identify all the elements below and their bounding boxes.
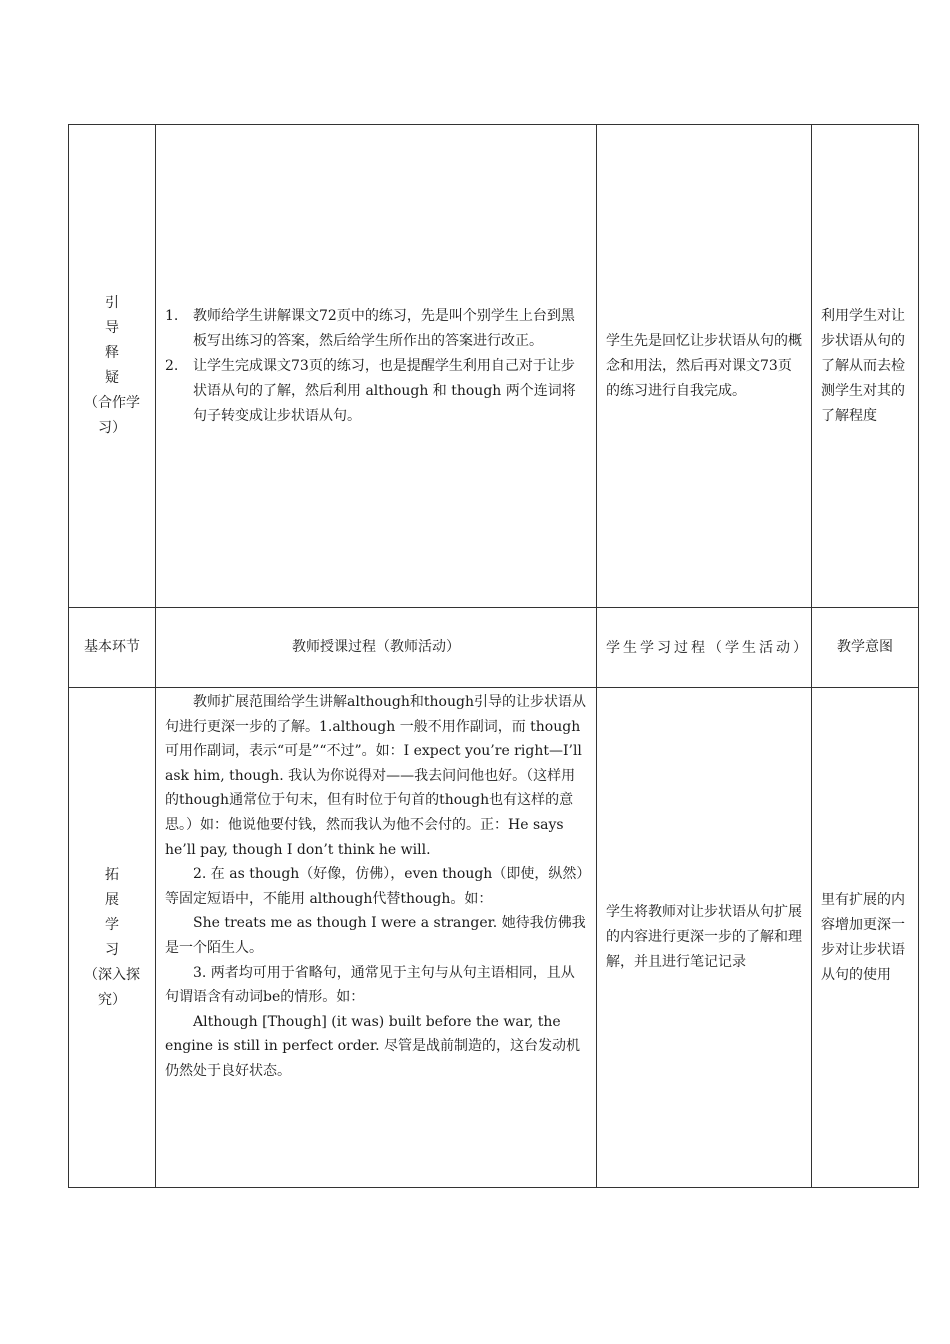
student-activity-text: 学生将教师对让步状语从句扩展的内容进行更深一步的了解和理解，并且进行笔记记录 [606, 904, 802, 970]
row-guided-explanation [69, 125, 919, 608]
task-item [165, 354, 588, 429]
header-student-process: 学生学习过程（学生活动） [597, 608, 812, 688]
label-char: 引 [105, 295, 119, 311]
label-char: 拓 [105, 866, 119, 883]
explanation-paragraph: 2. 在 as though（好像，仿佛），even though（即使，纵然）等固定短语中，不能用 although代替though。如： [165, 866, 584, 907]
header-teacher-process: 教师授课过程（教师活动） [156, 608, 597, 688]
teaching-intent-text: 利用学生对让步状语从句的了解从而去检测学生对其的了解程度 [821, 307, 905, 424]
stage-label-guided [69, 125, 156, 608]
explanation-paragraph: 教师扩展范围给学生讲解although和though引导的让步状语从句进行更深一步的了解。1.although 一般不用作副词，而 though 可用作副词，表示“可是”“不过”。如：I expect you’re right—I’ll ask him, though. 我认为你说得对——我去问问他也好。（这样用的though通常位于句末，但有时位于句首的though也有这样的意思。）如：他说他要付钱，然而我认为他不会付的。正：He says he’ll pay, though I don’t think he will. [165, 694, 586, 858]
label-char: （深入探 [84, 966, 140, 983]
label-char: 导 [105, 320, 119, 336]
teaching-intent-cell [812, 688, 919, 1188]
label-char: 学 [105, 916, 119, 933]
label-char: 疑 [105, 370, 119, 386]
example-paragraph: Although [Though] (it was) built before the war, the engine is still in perfect order. 尽管是战前制造的，这台发动机仍然处于良好状态。 [165, 1013, 580, 1079]
student-activity-cell [597, 688, 812, 1188]
label-char: 究） [98, 991, 126, 1008]
lesson-plan-table [68, 124, 919, 1188]
stage-label-extended [69, 688, 156, 1188]
task-number: 2. [165, 357, 179, 374]
example-paragraph: She treats me as though I were a stranger. 她待我仿佛我是一个陌生人。 [165, 915, 586, 956]
label-char: （合作学 [84, 395, 140, 411]
task-number: 1. [165, 307, 179, 324]
task-text: 教师给学生讲解课文72页中的练习，先是叫个别学生上台到黑板写出练习的答案，然后给学生所作出的答案进行改正。 [193, 307, 575, 349]
header-basic-stage: 基本环节 [69, 608, 156, 688]
teaching-intent-cell [812, 125, 919, 608]
label-char: 习） [98, 420, 126, 436]
teaching-intent-text: 里有扩展的内容增加更深一步对让步状语从句的使用 [821, 891, 905, 983]
row-extended-learning [69, 688, 919, 1188]
label-char: 展 [105, 891, 119, 908]
label-char: 习 [105, 941, 119, 958]
teacher-activity-cell [156, 688, 597, 1188]
student-activity-text: 学生先是回忆让步状语从句的概念和用法，然后再对课文73页的练习进行自我完成。 [606, 332, 802, 399]
header-row [69, 608, 919, 688]
task-text: 让学生完成课文73页的练习，也是提醒学生利用自己对于让步状语从句的了解，然后利用 although 和 though 两个连词将句子转变成让步状语从句。 [193, 357, 576, 424]
explanation-paragraph: 3. 两者均可用于省略句，通常见于主句与从句主语相同，且从句谓语含有动词be的情形。如： [165, 964, 575, 1006]
task-item [165, 304, 588, 354]
student-activity-cell [597, 125, 812, 608]
header-teaching-intent: 教学意图 [812, 608, 919, 688]
label-char: 释 [105, 345, 119, 361]
teacher-activity-cell [156, 125, 597, 608]
task-list [165, 304, 588, 429]
